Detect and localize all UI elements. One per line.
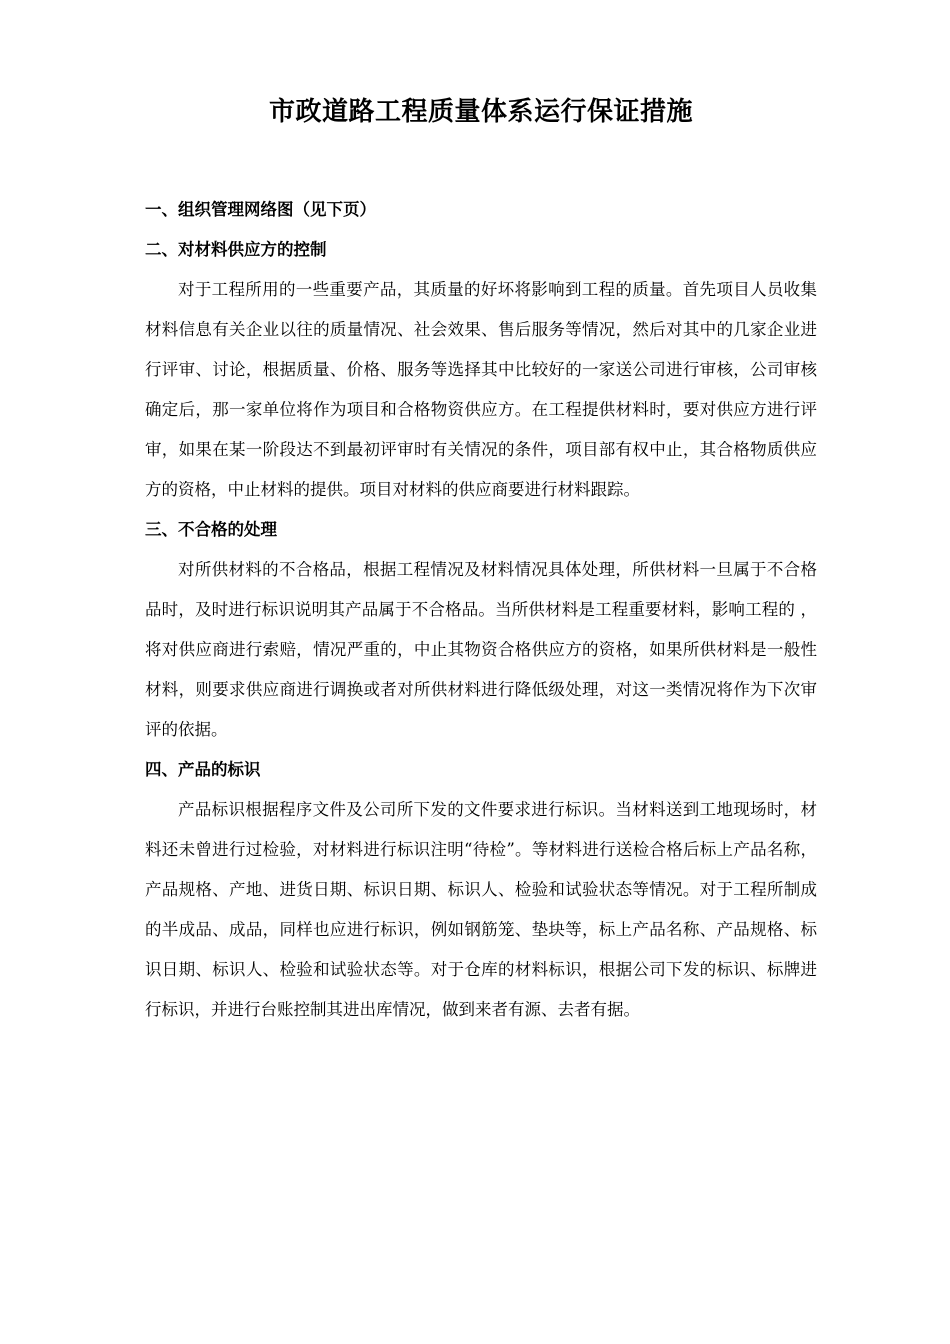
section-paragraph: 产品标识根据程序文件及公司所下发的文件要求进行标识。当材料送到工地现场时，材料还未曾进行过检验，对材料进行标识注明“待检”。等材料进行送检合格后标上产品名称，产品规格、产地、进货日期、标识日期、标识人、检验和试验状态等情况。对于工程所制成的半成品、成品，同样也应进行标识，例如钢筋笼、垫块等，标上产品名称、产品规格、标识日期、标识人、检验和试验状态等。对于仓库的材料标识，根据公司下发的标识、标牌进行标识，并进行台账控制其进出库情况，做到来者有源、去者有据。 [145, 800, 817, 1019]
section-supplier-control [145, 230, 817, 510]
section-nonconformity [145, 510, 817, 750]
section-heading: 一、组织管理网络图（见下页） [145, 200, 376, 219]
section-org-network [145, 190, 817, 230]
document-page [145, 92, 817, 1030]
section-heading: 二、对材料供应方的控制 [145, 240, 327, 259]
section-paragraph: 对于工程所用的一些重要产品，其质量的好坏将影响到工程的质量。首先项目人员收集材料信息有关企业以往的质量情况、社会效果、售后服务等情况，然后对其中的几家企业进行评审、讨论，根据质量、价格、服务等选择其中比较好的一家送公司进行审核，公司审核确定后，那一家单位将作为项目和合格物资供应方。在工程提供材料时，要对供应方进行评审，如果在某一阶段达不到最初评审时有关情况的条件，项目部有权中止，其合格物质供应方的资格，中止材料的提供。项目对材料的供应商要进行材料跟踪。 [145, 280, 817, 499]
section-heading: 三、不合格的处理 [145, 520, 277, 539]
section-heading: 四、产品的标识 [145, 760, 261, 779]
section-paragraph: 对所供材料的不合格品，根据工程情况及材料情况具体处理，所供材料一旦属于不合格品时，及时进行标识说明其产品属于不合格品。当所供材料是工程重要材料，影响工程的 ，将对供应商进行索赔，情况严重的，中止其物资合格供应方的资格，如果所供材料是一般性材料，则要求供应商进行调换或者对所供材料进行降低级处理，对这一类情况将作为下次审评的依据。 [145, 560, 817, 739]
document-title: 市政道路工程质量体系运行保证措施 [268, 97, 693, 127]
section-product-identification [145, 750, 817, 1030]
document-sections [145, 190, 817, 1030]
